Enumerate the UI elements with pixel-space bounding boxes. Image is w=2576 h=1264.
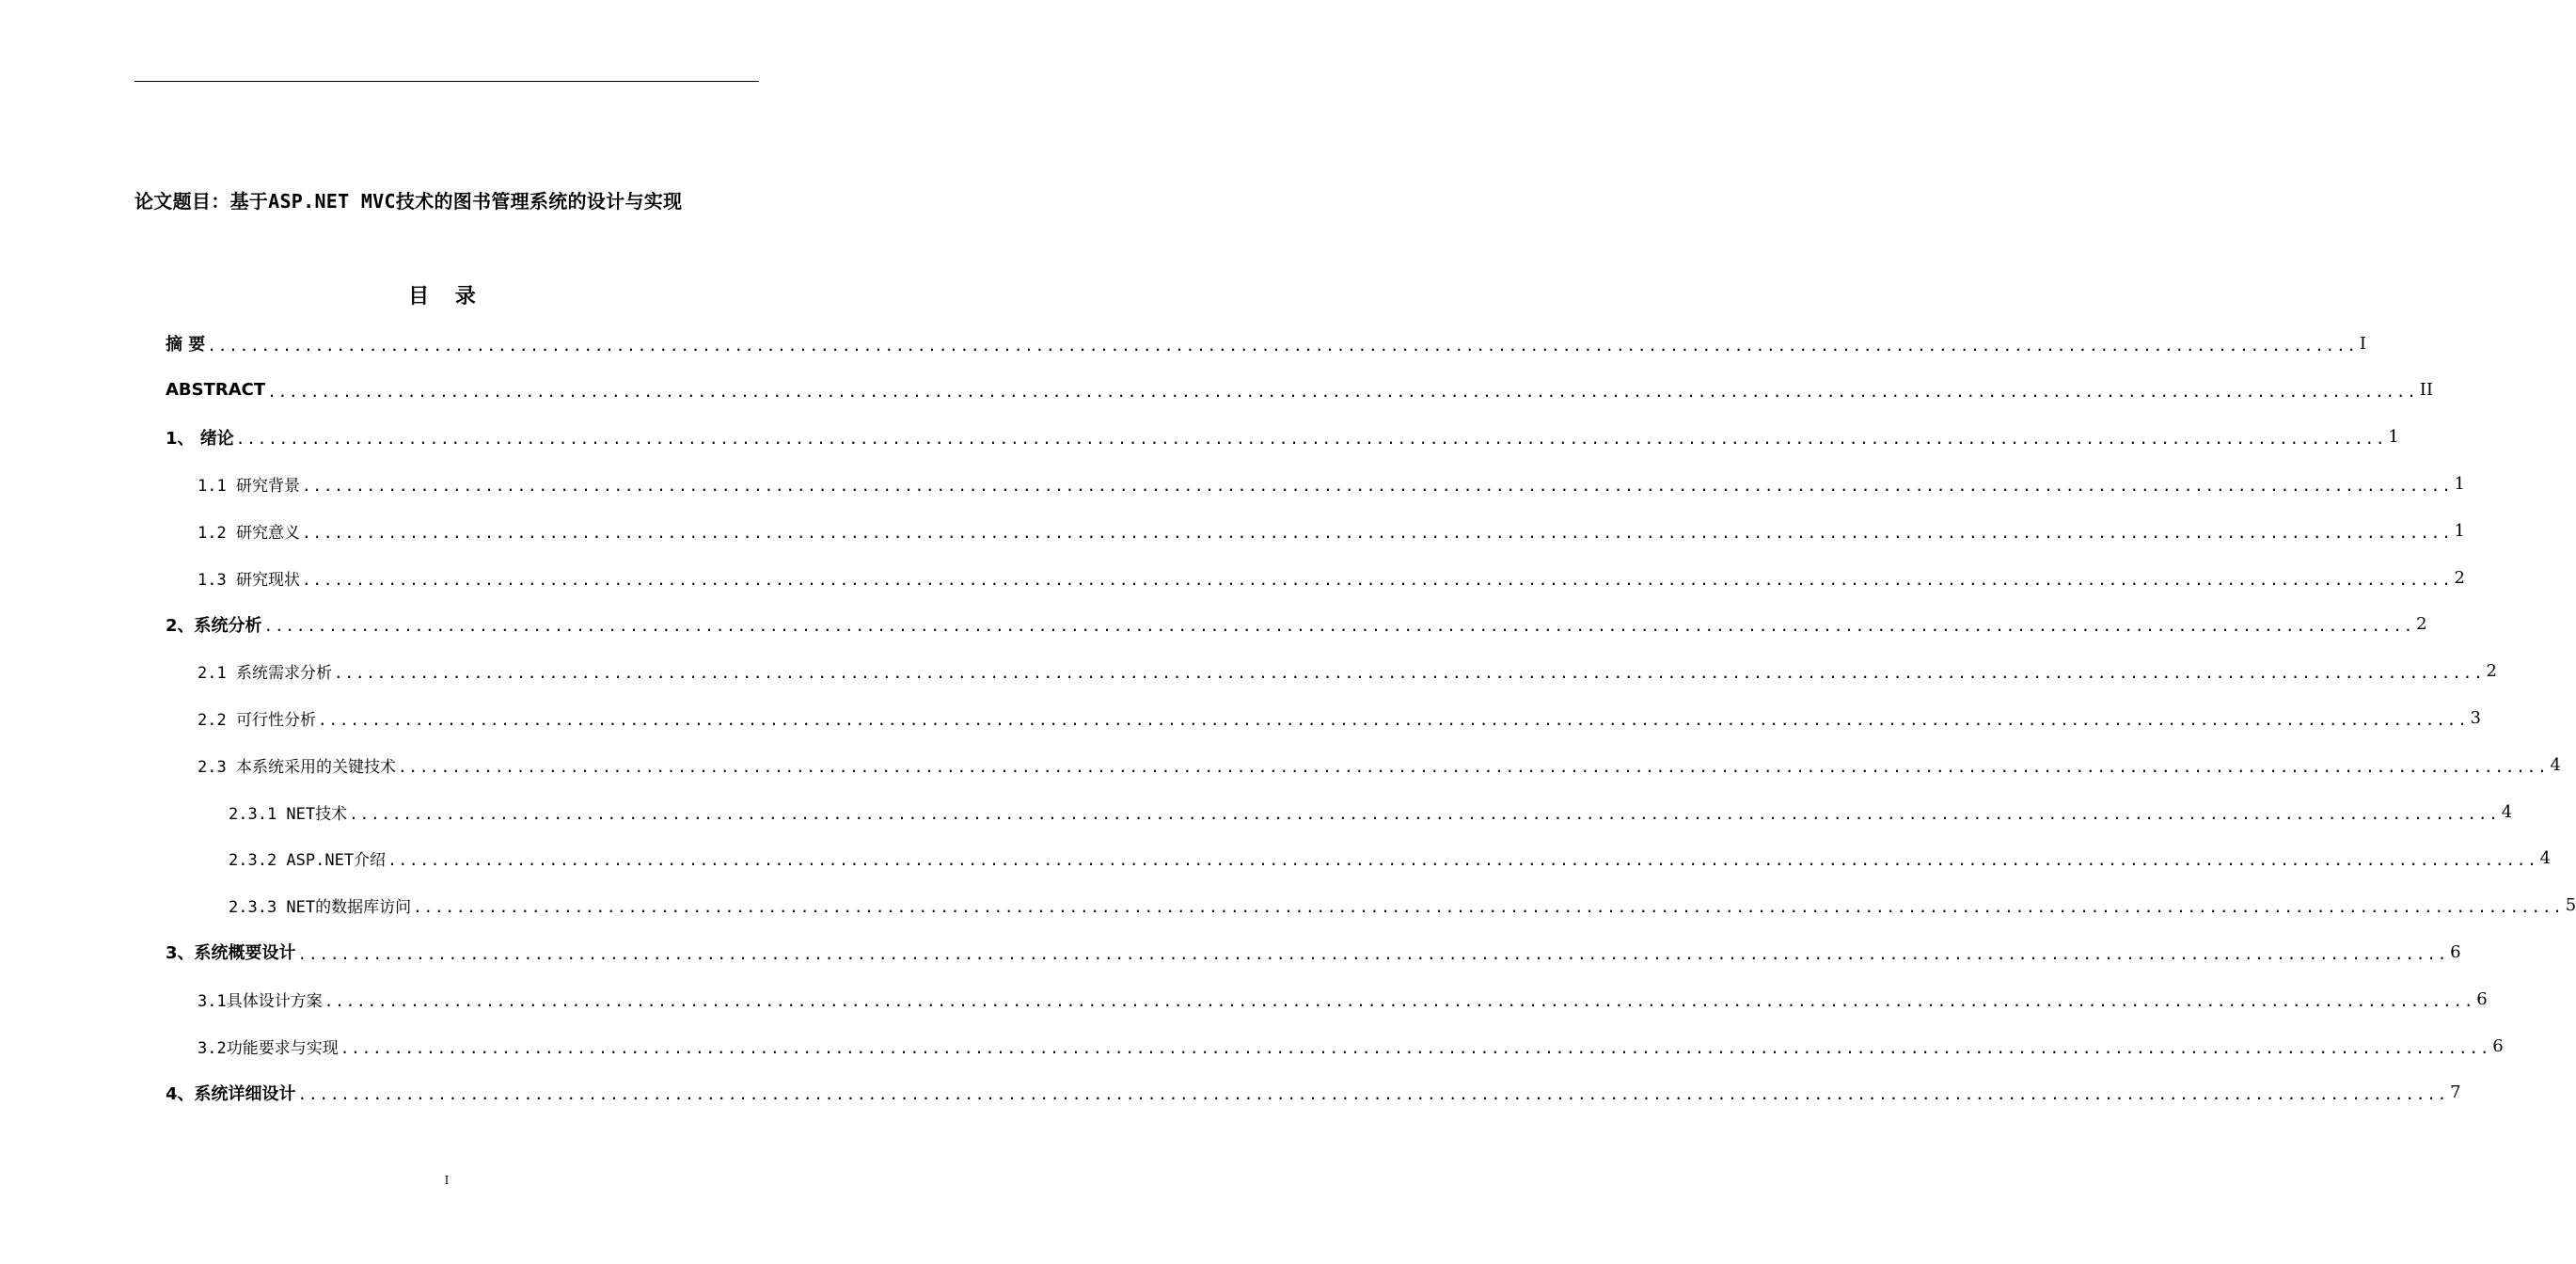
toc-dot-leader: ........................................................................................................................................................................................................ [349, 804, 2500, 823]
toc-entry[interactable] [166, 610, 2427, 639]
toc-entry-page: 6 [2492, 1035, 2504, 1056]
toc-entry[interactable] [166, 376, 2433, 404]
toc-entry-page: 2 [2416, 614, 2427, 635]
toc-entry-page: 3 [2470, 707, 2481, 728]
toc-entry-label: 2.3.3 NET的数据库访问 [229, 898, 412, 918]
toc-entry[interactable] [229, 845, 2552, 873]
toc-entry-page: 6 [2450, 941, 2461, 962]
toc-entry[interactable] [198, 1032, 2504, 1060]
toc-entry[interactable] [198, 703, 2481, 732]
toc-dot-leader: ........................................................................................................................................................................................................ [340, 1038, 2491, 1057]
toc-entry-label: 2.3.1 NET技术 [229, 804, 348, 824]
toc-entry-label: 3.2功能要求与实现 [198, 1038, 339, 1058]
page-number: I [444, 1174, 450, 1187]
toc-entry-label: 4、系统详细设计 [166, 1083, 296, 1104]
toc-entry-page: 1 [2454, 473, 2465, 494]
toc-dot-leader: ........................................................................................................................................................................................................ [301, 476, 2453, 495]
toc-entry-page: 1 [2454, 520, 2465, 541]
toc-entry-label: 摘 要 [166, 335, 206, 355]
toc-entry-label: 2.3.2 ASP.NET介绍 [229, 851, 387, 871]
toc-entry-page: 5 [2565, 895, 2576, 916]
toc-dot-leader: ........................................................................................................................................................................................................ [397, 757, 2549, 776]
toc-entry-page: II [2419, 380, 2433, 401]
toc-entry-label: ABSTRACT [166, 380, 266, 401]
thesis-title: 论文题目：基于ASP.NET MVC技术的图书管理系统的设计与实现 [134, 190, 683, 213]
toc-entry-label: 2.3 本系统采用的关键技术 [198, 757, 396, 777]
toc-entry[interactable] [166, 1079, 2461, 1107]
toc-entry[interactable] [198, 469, 2465, 498]
toc-dot-leader: ........................................................................................................................................................................................................ [297, 944, 2449, 963]
toc-dot-leader: ........................................................................................................................................................................................................ [235, 430, 2387, 449]
toc-dot-leader: ........................................................................................................................................................................................................ [387, 851, 2538, 870]
toc-entry-page: I [2359, 333, 2366, 354]
toc-entry-label: 1.1 研究背景 [198, 476, 300, 496]
toc-entry[interactable] [229, 798, 2513, 826]
toc-entry[interactable] [198, 563, 2465, 592]
toc-dot-leader: ........................................................................................................................................................................................................ [333, 664, 2485, 683]
toc-dot-leader: ........................................................................................................................................................................................................ [267, 383, 2418, 402]
toc-entry[interactable] [198, 657, 2497, 686]
toc-entry-page: 4 [2539, 848, 2552, 869]
toc-entry[interactable] [229, 892, 2576, 920]
toc-dot-leader: ........................................................................................................................................................................................................ [301, 570, 2453, 589]
toc-entry-label: 3、系统概要设计 [166, 943, 296, 964]
toc-heading: 目 录 [408, 285, 485, 308]
toc-entry[interactable] [198, 516, 2465, 545]
toc-entry[interactable] [166, 938, 2461, 966]
toc-entry-label: 2.2 可行性分析 [198, 710, 316, 730]
toc-entry-page: 6 [2476, 988, 2488, 1009]
toc-dot-leader: ........................................................................................................................................................................................................ [263, 617, 2415, 636]
toc-entry-page: 2 [2486, 661, 2497, 682]
toc-entry-label: 1、 绪论 [166, 428, 234, 449]
toc-entry-label: 1.2 研究意义 [198, 523, 300, 543]
toc-entry[interactable] [166, 423, 2399, 451]
toc-entry-label: 2.1 系统需求分析 [198, 664, 332, 684]
toc-entry-page: 4 [2501, 801, 2513, 822]
toc-dot-leader: ........................................................................................................................................................................................................ [297, 1085, 2449, 1104]
toc-entry[interactable] [166, 329, 2366, 357]
toc-entry[interactable] [198, 750, 2561, 779]
toc-entry-page: 7 [2450, 1082, 2461, 1103]
toc-dot-leader: ........................................................................................................................................................................................................ [317, 710, 2469, 729]
toc-entry-page: 2 [2454, 567, 2465, 588]
toc-entry-label: 1.3 研究现状 [198, 570, 300, 590]
toc-dot-leader: ........................................................................................................................................................................................................ [413, 898, 2564, 917]
toc-entry-label: 2、系统分析 [166, 615, 262, 636]
toc-entry[interactable] [198, 985, 2488, 1013]
toc-dot-leader: ........................................................................................................................................................................................................ [301, 523, 2453, 542]
toc-entry-page: 4 [2550, 754, 2561, 775]
toc-entry-page: 1 [2388, 427, 2399, 448]
toc-entry-label: 3.1具体设计方案 [198, 991, 323, 1011]
toc-dot-leader: ........................................................................................................................................................................................................ [324, 991, 2475, 1010]
toc-dot-leader: ........................................................................................................................................................................................................ [207, 336, 2358, 355]
header-rule [134, 81, 759, 82]
